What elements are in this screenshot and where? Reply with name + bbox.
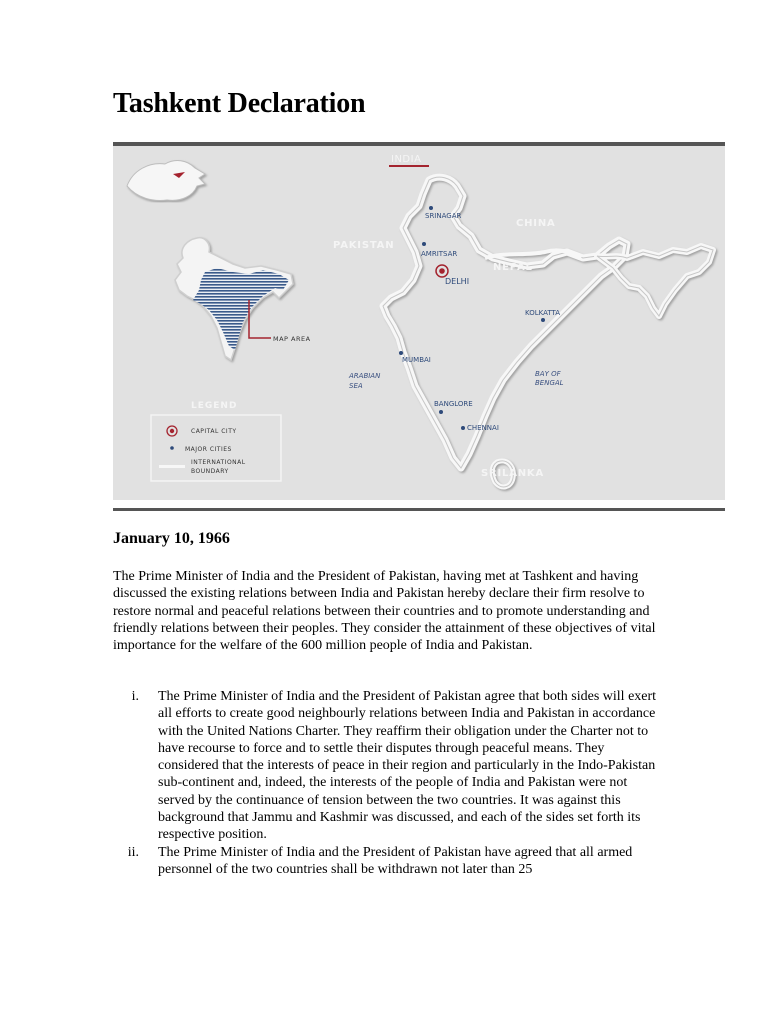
legend-boundary-label-1: INTERNATIONAL (191, 459, 246, 466)
page-title: Tashkent Declaration (113, 88, 366, 119)
legend-major-label: MAJOR CITIES (185, 446, 232, 453)
map-area-label: MAP AREA (273, 335, 311, 343)
map-top-rule (113, 142, 725, 146)
declaration-date: January 10, 1966 (113, 530, 230, 547)
legend-capital-dot (170, 429, 174, 433)
list-item (113, 844, 658, 879)
city-dot-amritsar (422, 242, 426, 246)
india-underline (389, 165, 429, 167)
label-mumbai: MUMBAI (402, 356, 431, 364)
capital-dot-delhi (439, 268, 445, 274)
city-dot-mumbai (399, 351, 403, 355)
india-map (113, 140, 725, 512)
list-item (113, 688, 658, 844)
label-chennai: CHENNAI (467, 424, 499, 432)
list-item-text: The Prime Minister of India and the President of Pakistan agree that both sides will exert all efforts to create good neighbourly relations between India and Pakistan in accordance with the United Nations Charter. They reaffirm their obligation under the Charter not to have recourse to force and to settle their disputes through peaceful means. They considered that the interests of peace in their region and particularly in the Indo-Pakistan sub-continent and, indeed, the interests of the people of India and Pakistan were not served by the continuance of tension between the two countries. It was against this background that Jammu and Kashmir was discussed, and each of the sides set forth its respective position. (158, 689, 657, 843)
label-nepal: NEPAL (493, 262, 533, 273)
label-delhi: DELHI (445, 277, 470, 286)
list-item-number: i. (131, 689, 139, 704)
label-srilanka: SRILANKA (481, 468, 544, 479)
city-dot-chennai (461, 426, 465, 430)
legend-major-dot (170, 446, 174, 450)
label-kolkatta: KOLKATTA (525, 309, 561, 317)
label-bay: BAY OF (535, 370, 561, 378)
city-dot-srinagar (429, 206, 433, 210)
label-india: INDIA (391, 154, 422, 165)
map-bottom-rule (113, 508, 725, 511)
label-china: CHINA (516, 218, 556, 229)
declaration-articles (113, 688, 658, 878)
label-bay-2: BENGAL (535, 379, 564, 387)
label-srinagar: SRINAGAR (425, 212, 462, 220)
label-arabian-sea-2: SEA (349, 382, 363, 390)
legend-title: LEGEND (191, 401, 238, 411)
city-dot-banglore (439, 410, 443, 414)
intro-paragraph: The Prime Minister of India and the President of Pakistan, having met at Tashkent and having discussed the existing relations between India and Pakistan hereby declare their firm resolve to restore normal and peaceful relations between their countries and to promote understanding and friendly relations between their peoples. They consider the attainment of these objectives of vital importance for the welfare of the 600 million people of India and Pakistan. (113, 569, 656, 654)
legend-boundary-swatch (159, 465, 185, 468)
legend-capital-label: CAPITAL CITY (191, 428, 237, 435)
label-arabian-sea: ARABIAN (349, 372, 381, 380)
list-item-number: ii. (127, 844, 139, 860)
label-banglore: BANGLORE (434, 400, 473, 408)
legend-boundary-label-2: BOUNDARY (191, 468, 229, 475)
list-item-text: The Prime Minister of India and the President of Pakistan have agreed that all armed personnel of the two countries shall be withdrawn not later than 25 (158, 844, 633, 877)
label-pakistan: PAKISTAN (333, 240, 395, 251)
city-dot-kolkatta (541, 318, 545, 322)
label-amritsar: AMRITSAR (421, 250, 458, 258)
